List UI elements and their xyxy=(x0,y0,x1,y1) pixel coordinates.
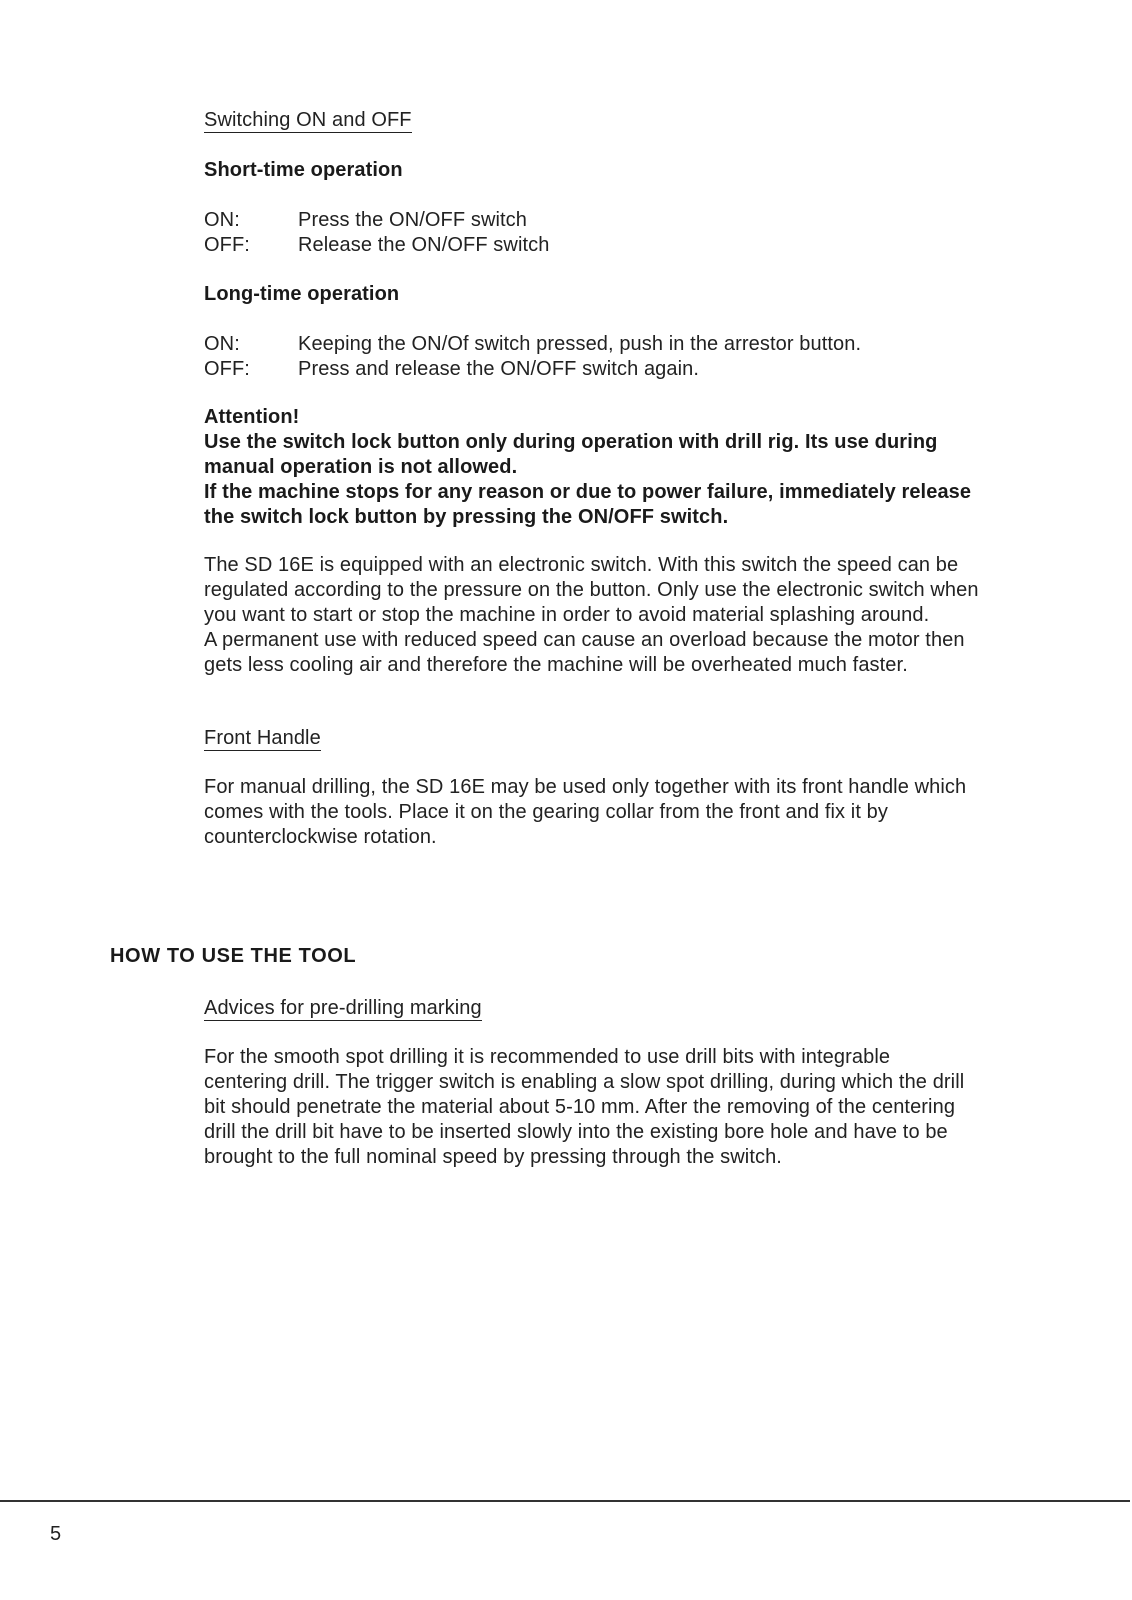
paragraph-line: regulated according to the pressure on the button. Only use the electronic switch when xyxy=(204,579,979,601)
switching-heading-text: Switching ON and OFF xyxy=(204,109,412,131)
paragraph-line: gets less cooling air and therefore the machine will be overheated much faster. xyxy=(204,654,908,676)
paragraph-line: For the smooth spot drilling it is recommended to use drill bits with integrable xyxy=(204,1046,891,1068)
short-off-row xyxy=(204,233,549,258)
footer-divider xyxy=(0,1500,1130,1502)
attention-line: manual operation is not allowed. xyxy=(204,456,518,478)
switching-heading xyxy=(204,108,412,133)
short-on-row xyxy=(204,208,549,233)
paragraph-line: brought to the full nominal speed by pressing through the switch. xyxy=(204,1146,782,1168)
paragraph-line: drill the drill bit have to be inserted slowly into the existing bore hole and have to be xyxy=(204,1121,948,1143)
pre-drilling-heading xyxy=(204,996,482,1021)
long-off-text: Press and release the ON/OFF switch again. xyxy=(298,358,700,380)
pre-drilling-heading-text: Advices for pre-drilling marking xyxy=(204,997,482,1019)
paragraph-line: A permanent use with reduced speed can cause an overload because the motor then xyxy=(204,629,965,651)
paragraph-line: centering drill. The trigger switch is enabling a slow spot drilling, during which the drill xyxy=(204,1071,965,1093)
front-handle-heading-text: Front Handle xyxy=(204,727,321,749)
pre-drilling-paragraph xyxy=(204,1045,964,1170)
section-heading-how-to-use: HOW TO USE THE TOOL xyxy=(110,945,357,967)
paragraph-line: comes with the tools. Place it on the gearing collar from the front and fix it by xyxy=(204,801,888,823)
long-on-text: Keeping the ON/Of switch pressed, push in the arrestor button. xyxy=(298,333,862,355)
short-time-title: Short-time operation xyxy=(204,159,403,181)
paragraph-line: bit should penetrate the material about 5-10 mm. After the removing of the centering xyxy=(204,1096,956,1118)
paragraph-line: For manual drilling, the SD 16E may be used only together with its front handle which xyxy=(204,776,967,798)
attention-line: the switch lock button by pressing the ON/OFF switch. xyxy=(204,506,729,528)
paragraph-line: The SD 16E is equipped with an electronic switch. With this switch the speed can be xyxy=(204,554,959,576)
short-off-text: Release the ON/OFF switch xyxy=(298,234,550,256)
paragraph-line: you want to start or stop the machine in order to avoid material splashing around. xyxy=(204,604,930,626)
long-off-label: OFF: xyxy=(204,358,250,380)
attention-notice xyxy=(204,405,971,530)
attention-line: If the machine stops for any reason or due to power failure, immediately release xyxy=(204,481,972,503)
page-number: 5 xyxy=(50,1523,62,1545)
front-handle-heading xyxy=(204,726,321,751)
short-time-rows xyxy=(204,208,549,258)
long-on-row xyxy=(204,332,861,357)
short-on-label: ON: xyxy=(204,209,240,231)
long-time-title: Long-time operation xyxy=(204,283,400,305)
paragraph-line: counterclockwise rotation. xyxy=(204,826,437,848)
short-off-label: OFF: xyxy=(204,234,250,256)
short-on-text: Press the ON/OFF switch xyxy=(298,209,528,231)
long-off-row xyxy=(204,357,861,382)
long-on-label: ON: xyxy=(204,333,240,355)
attention-line: Use the switch lock button only during operation with drill rig. Its use during xyxy=(204,431,938,453)
long-time-rows xyxy=(204,332,861,382)
electronic-switch-paragraph xyxy=(204,553,979,678)
front-handle-paragraph xyxy=(204,775,966,850)
attention-line: Attention! xyxy=(204,406,300,428)
